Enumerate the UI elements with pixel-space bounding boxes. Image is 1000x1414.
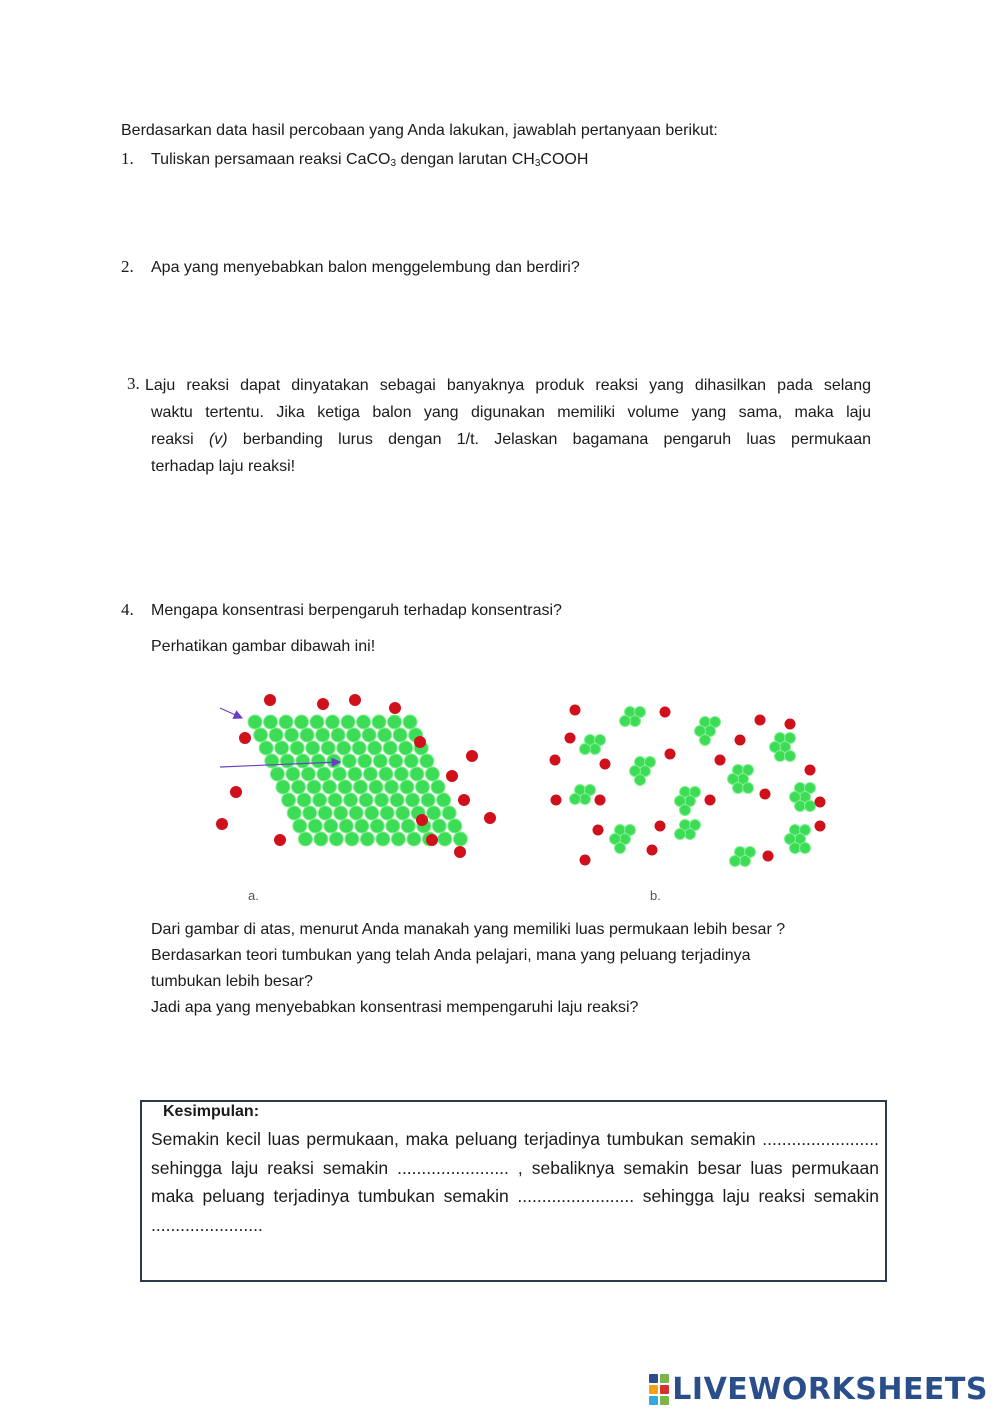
green-particle xyxy=(580,744,591,755)
green-particle xyxy=(390,793,404,807)
figure-b-particles xyxy=(550,705,826,867)
green-particle xyxy=(332,767,346,781)
green-particle xyxy=(373,754,387,768)
red-particle xyxy=(317,698,329,710)
liveworksheets-logo xyxy=(649,1372,988,1407)
green-particle xyxy=(328,793,342,807)
green-particle xyxy=(316,728,330,742)
green-particle xyxy=(790,843,801,854)
red-particle xyxy=(715,755,726,766)
particle-figure xyxy=(200,680,850,910)
red-particle xyxy=(484,812,496,824)
figure-instruction: Perhatikan gambar dibawah ini! xyxy=(151,638,376,655)
red-particle xyxy=(755,715,766,726)
question-2-number: 2. xyxy=(121,257,134,276)
green-particle xyxy=(630,716,641,727)
green-particle xyxy=(360,832,374,846)
green-particle xyxy=(310,715,324,729)
green-particle xyxy=(743,783,754,794)
green-particle xyxy=(300,728,314,742)
red-particle xyxy=(815,821,826,832)
red-particle xyxy=(570,705,581,716)
green-particle xyxy=(296,754,310,768)
green-particle xyxy=(254,728,268,742)
intro-text: Berdasarkan data hasil percobaan yang Anda lakukan, jawablah pertanyaan berikut: xyxy=(121,122,718,139)
red-particle xyxy=(274,834,286,846)
green-particle xyxy=(416,780,430,794)
red-particle xyxy=(239,732,251,744)
green-particle xyxy=(389,754,403,768)
green-particle xyxy=(448,819,462,833)
green-particle xyxy=(279,715,293,729)
green-particle xyxy=(615,843,626,854)
conclusion-title: Kesimpulan: xyxy=(163,1103,260,1120)
green-particle xyxy=(314,832,328,846)
green-particle xyxy=(399,741,413,755)
green-particle xyxy=(327,754,341,768)
green-particle xyxy=(386,819,400,833)
green-particle xyxy=(733,783,744,794)
green-particle xyxy=(400,780,414,794)
figure-a-label: a. xyxy=(248,888,259,903)
question-3-text: Laju reaksi dapat dinyatakan sebagai banyaknya produk reaksi yang dihasilkan pada selang waktu tertentu. Jika ketiga balon yang digunakan memiliki volume yang sama, maka laju reaksi (v) berbanding lurus dengan 1/t. Jelaskan bagamana pengaruh luas permukaan terhadap laju reaksi! xyxy=(145,377,871,475)
green-particle xyxy=(276,780,290,794)
red-particle xyxy=(655,821,666,832)
green-particle xyxy=(359,793,373,807)
figure-questions xyxy=(151,917,891,1021)
green-particle xyxy=(280,754,294,768)
red-particle xyxy=(230,786,242,798)
red-particle xyxy=(551,795,562,806)
green-particle xyxy=(570,794,581,805)
green-particle xyxy=(344,793,358,807)
green-particle xyxy=(401,819,415,833)
red-particle xyxy=(216,818,228,830)
green-particle xyxy=(432,819,446,833)
green-particle xyxy=(369,780,383,794)
green-particle xyxy=(295,715,309,729)
red-particle xyxy=(705,795,716,806)
green-particle xyxy=(407,832,421,846)
red-particle xyxy=(647,845,658,856)
red-particle xyxy=(426,834,438,846)
followup-line: tumbukan lebih besar? xyxy=(151,973,313,990)
green-particle xyxy=(420,754,434,768)
green-particle xyxy=(383,741,397,755)
green-particle xyxy=(404,754,418,768)
green-particle xyxy=(406,793,420,807)
green-particle xyxy=(380,806,394,820)
figure-a-particles xyxy=(216,694,496,858)
green-particle xyxy=(375,793,389,807)
red-particle xyxy=(349,694,361,706)
green-particle xyxy=(301,767,315,781)
green-particle xyxy=(292,780,306,794)
brand-name: LIVEWORKSHEETS xyxy=(672,1372,988,1407)
arrow-indicator xyxy=(220,708,242,718)
red-particle xyxy=(580,855,591,866)
red-particle xyxy=(454,846,466,858)
green-particle xyxy=(326,715,340,729)
green-particle xyxy=(285,728,299,742)
green-particle xyxy=(362,728,376,742)
question-1-text: Tuliskan persamaan reaksi CaCO$_3$ dengan larutan $CH_3COOH$ xyxy=(151,151,589,169)
green-particle xyxy=(785,751,796,762)
green-particle xyxy=(349,806,363,820)
red-particle xyxy=(565,733,576,744)
green-particle xyxy=(431,780,445,794)
red-particle xyxy=(264,694,276,706)
green-particle xyxy=(379,767,393,781)
red-particle xyxy=(763,851,774,862)
red-particle xyxy=(389,702,401,714)
green-particle xyxy=(396,806,410,820)
figure-b-label: b. xyxy=(650,888,661,903)
green-particle xyxy=(331,728,345,742)
green-particle xyxy=(385,780,399,794)
green-particle xyxy=(685,829,696,840)
question-1-number: 1. xyxy=(121,149,134,168)
green-particle xyxy=(635,775,646,786)
green-particle xyxy=(442,806,456,820)
green-particle xyxy=(293,819,307,833)
green-particle xyxy=(306,741,320,755)
green-particle xyxy=(700,735,711,746)
green-particle xyxy=(363,767,377,781)
red-particle xyxy=(785,719,796,730)
red-particle xyxy=(458,794,470,806)
green-particle xyxy=(425,767,439,781)
green-particle xyxy=(620,716,631,727)
green-particle xyxy=(286,767,300,781)
green-particle xyxy=(370,819,384,833)
green-particle xyxy=(337,741,351,755)
green-particle xyxy=(388,715,402,729)
green-particle xyxy=(341,715,355,729)
green-particle xyxy=(410,767,424,781)
green-particle xyxy=(378,728,392,742)
red-particle xyxy=(600,759,611,770)
green-particle xyxy=(248,715,262,729)
green-particle xyxy=(394,767,408,781)
green-particle xyxy=(675,829,686,840)
question-4-text: Mengapa konsentrasi berpengaruh terhadap konsentrasi? xyxy=(151,602,562,619)
red-particle xyxy=(550,755,561,766)
green-particle xyxy=(372,715,386,729)
conclusion-text: Semakin kecil luas permukaan, maka peluang terjadinya tumbukan semakin ........................ sehingga laju reaksi semakin ....................... , sebaliknya semakin besar luas permukaan maka peluang terjadinya tumbukan semakin ........................ sehingga laju reaksi semakin ....................... xyxy=(151,1129,879,1235)
green-particle xyxy=(391,832,405,846)
green-particle xyxy=(775,751,786,762)
green-particle xyxy=(264,715,278,729)
question-2-text: Apa yang menyebabkan balon menggelembung dan berdiri? xyxy=(151,259,580,276)
green-particle xyxy=(376,832,390,846)
red-particle xyxy=(446,770,458,782)
green-particle xyxy=(313,793,327,807)
question-3-number: 3. xyxy=(127,374,140,393)
green-particle xyxy=(365,806,379,820)
green-particle xyxy=(334,806,348,820)
green-particle xyxy=(352,741,366,755)
green-particle xyxy=(323,780,337,794)
followup-line: Dari gambar di atas, menurut Anda manakah yang memiliki luas permukaan lebih besar ? xyxy=(151,921,786,938)
green-particle xyxy=(317,767,331,781)
green-particle xyxy=(269,728,283,742)
green-particle xyxy=(427,806,441,820)
green-particle xyxy=(730,856,741,867)
green-particle xyxy=(275,741,289,755)
green-particle xyxy=(453,832,467,846)
red-particle xyxy=(595,795,606,806)
green-particle xyxy=(354,780,368,794)
green-particle xyxy=(740,856,751,867)
green-particle xyxy=(265,754,279,768)
question-4-number: 4. xyxy=(121,600,134,619)
red-particle xyxy=(760,789,771,800)
green-particle xyxy=(347,728,361,742)
green-particle xyxy=(311,754,325,768)
green-particle xyxy=(287,806,301,820)
logo-grid-icon xyxy=(649,1374,669,1405)
green-particle xyxy=(321,741,335,755)
red-particle xyxy=(665,749,676,760)
green-particle xyxy=(368,741,382,755)
green-particle xyxy=(324,819,338,833)
green-particle xyxy=(403,715,417,729)
red-particle xyxy=(735,735,746,746)
green-particle xyxy=(590,744,601,755)
green-particle xyxy=(339,819,353,833)
red-particle xyxy=(815,797,826,808)
red-particle xyxy=(805,765,816,776)
red-particle xyxy=(660,707,671,718)
green-particle xyxy=(805,801,816,812)
red-particle xyxy=(466,750,478,762)
green-particle xyxy=(357,715,371,729)
green-particle xyxy=(437,793,451,807)
green-particle xyxy=(345,832,359,846)
green-particle xyxy=(290,741,304,755)
green-particle xyxy=(795,801,806,812)
green-particle xyxy=(680,805,691,816)
green-particle xyxy=(580,794,591,805)
green-particle xyxy=(298,832,312,846)
green-particle xyxy=(329,832,343,846)
green-particle xyxy=(259,741,273,755)
green-particle xyxy=(342,754,356,768)
green-particle xyxy=(355,819,369,833)
green-particle xyxy=(270,767,284,781)
green-particle xyxy=(303,806,317,820)
red-particle xyxy=(593,825,604,836)
green-particle xyxy=(297,793,311,807)
green-particle xyxy=(358,754,372,768)
followup-line: Berdasarkan teori tumbukan yang telah Anda pelajari, mana yang peluang terjadinya xyxy=(151,947,751,964)
green-particle xyxy=(421,793,435,807)
green-particle xyxy=(308,819,322,833)
green-particle xyxy=(393,728,407,742)
green-particle xyxy=(438,832,452,846)
green-particle xyxy=(800,843,811,854)
green-particle xyxy=(282,793,296,807)
red-particle xyxy=(414,736,426,748)
red-particle xyxy=(416,814,428,826)
green-particle xyxy=(338,780,352,794)
green-particle xyxy=(348,767,362,781)
followup-line: Jadi apa yang menyebabkan konsentrasi mempengaruhi laju reaksi? xyxy=(151,999,639,1016)
green-particle xyxy=(307,780,321,794)
green-particle xyxy=(318,806,332,820)
